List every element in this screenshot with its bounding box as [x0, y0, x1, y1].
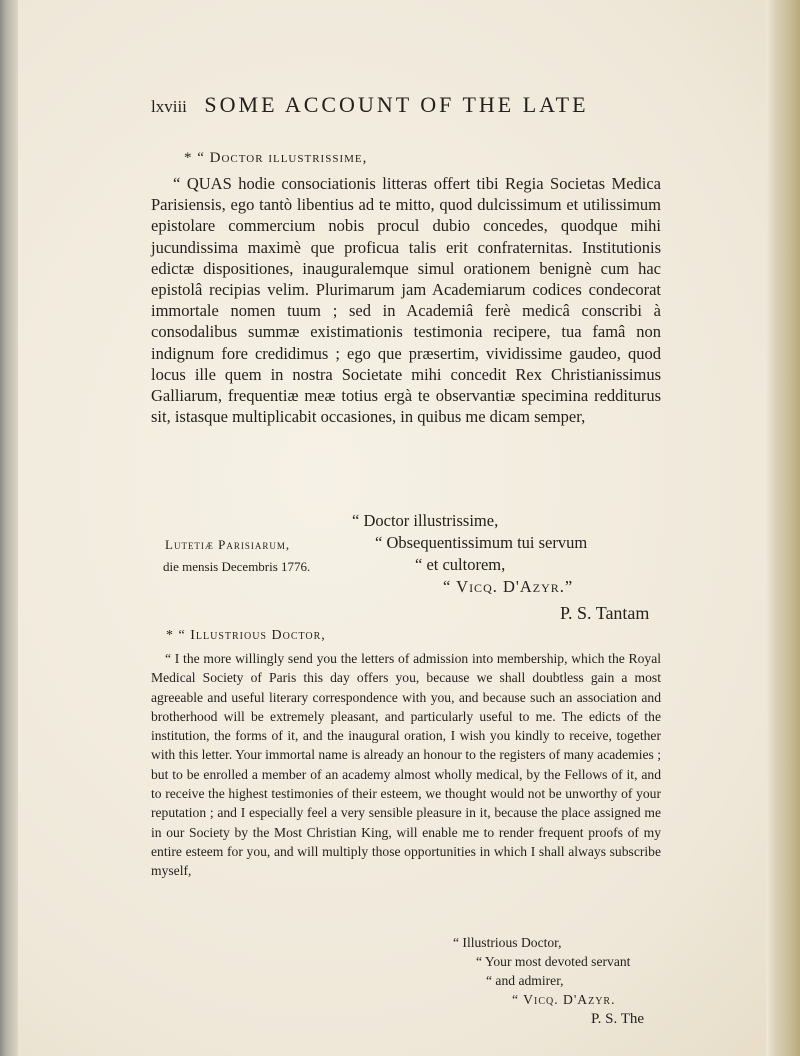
- english-translation-body: [151, 649, 661, 881]
- running-title: SOME ACCOUNT OF THE LATE: [204, 92, 589, 117]
- english-postscript: P. S. The: [591, 1011, 645, 1027]
- english-closing-3: “ and admirer,: [486, 973, 564, 988]
- latin-closing-1: “ Doctor illustrissime,: [352, 511, 499, 530]
- latin-paragraph: “ QUAS hodie consociationis litteras offert tibi Regia Societas Medica Parisiensis, ego tantò libentius ad te mitto, quod dulcissimum et utilissimum epistolare commercium nobis procul dubio concedes, quodque mihi jucundissima maximè que proficua talis erit confraternitas. Institutionis edictæ dispositiones, inauguralemque simul orationem benignè cum hac epistolâ recipias velim. Plurimarum jam Academiarum codices condecorat immortale nomen tuum ; sed in Academiâ ferè medicâ conscribi à consodalibus summæ existimationis testimonia recipere, tua famâ non indignum fore credidimus ; ego que præsertim, vividissime gaudeo, quod locus ille quem in nostra Societate mihi concedit Rex Christianissimus Galliarum, frequentiæ meæ totius ergà te observantiæ specimina redditurus sit, istasque multiplicabit occasiones, in quibus me dicam semper,: [151, 174, 661, 427]
- english-closing-1: “ Illustrious Doctor,: [453, 935, 562, 950]
- latin-letter-body: [151, 173, 661, 427]
- english-signature: “ Vicq. D'Azyr.: [512, 992, 616, 1007]
- latin-postscript: P. S. Tantam: [560, 603, 650, 623]
- binding-gutter: [0, 0, 18, 1056]
- page-edge: [766, 0, 800, 1056]
- latin-closing-2: “ Obsequentissimum tui servum: [375, 533, 588, 552]
- latin-place: Lutetiæ Parisiarum,: [165, 537, 291, 552]
- english-paragraph: “ I the more willingly send you the letters of admission into membership, which the Royal Medical Society of Paris this day offers you, because we shall doubtless gain a most agreeable and useful literary correspondence with you, and because such an association and brotherhood will be extremely pleasant, and particularly useful to me. The edicts of the institution, the forms of it, and the inaugural oration, I wish you kindly to receive, together with this letter. Your immortal name is already an honour to the registers of many academies ; but to be enrolled a member of an academy almost wholly medical, by the Fellows of it, and to receive the highest testimonies of their esteem, we thought would not be unworthy of your reputation ; and I especially feel a very sensible pleasure in it, because the place assigned me in our Society by the Most Christian King, will enable me to render frequent proofs of my entire esteem for you, and will multiply those opportunities in which I shall always subscribe myself,: [151, 651, 661, 879]
- latin-signature: “ Vicq. D'Azyr.”: [443, 577, 574, 596]
- running-header: [151, 92, 681, 118]
- latin-date: die mensis Decembris 1776.: [163, 559, 311, 574]
- english-closing-2: “ Your most devoted servant: [476, 954, 631, 969]
- page-number: lxviii: [151, 97, 187, 116]
- english-salutation: * “ Illustrious Doctor,: [166, 628, 326, 643]
- latin-closing-3: “ et cultorem,: [415, 555, 506, 574]
- latin-salutation: * “ Doctor illustrissime,: [184, 150, 368, 166]
